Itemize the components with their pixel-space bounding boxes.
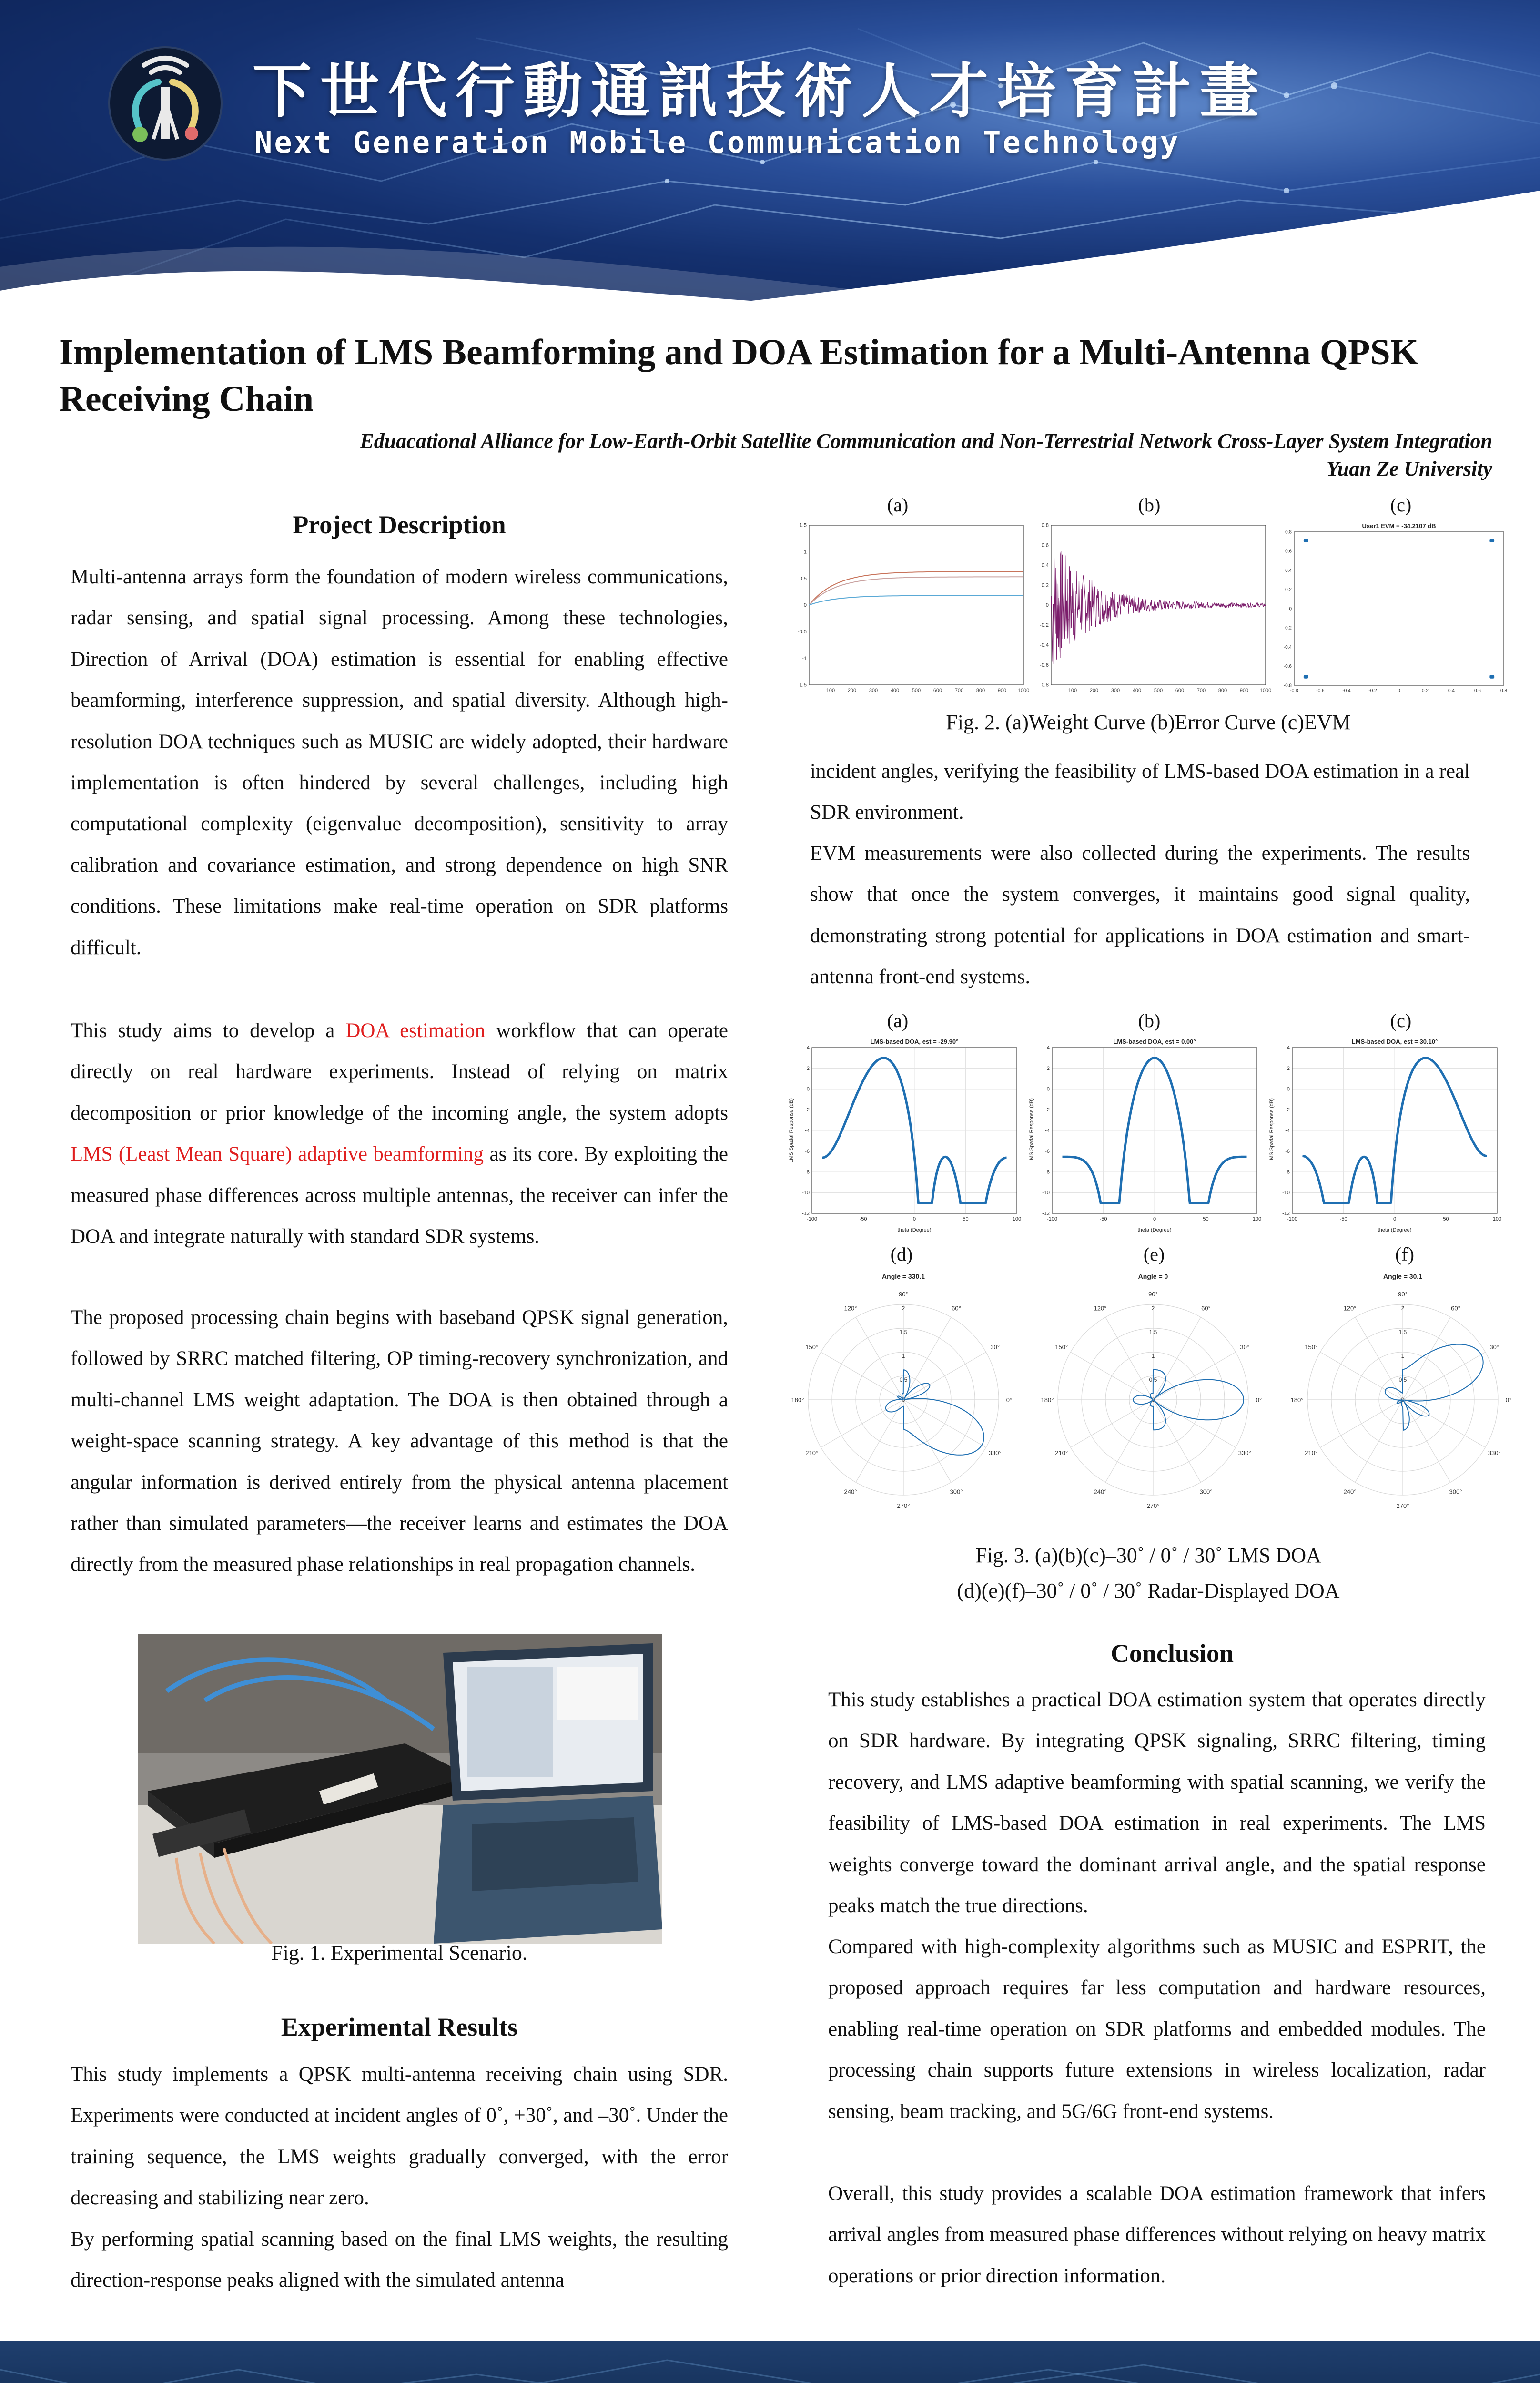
y-tick-label: -6 — [805, 1149, 810, 1155]
x-tick-label: 0 — [1398, 688, 1400, 693]
y-tick-label: -0.2 — [1040, 622, 1049, 629]
x-tick-label: 500 — [1154, 688, 1163, 693]
fig3-label-a: (a) — [887, 1010, 909, 1031]
polar-grid-spoke — [1071, 1352, 1153, 1400]
y-tick-label: -0.4 — [1040, 642, 1049, 648]
fig3-caption-line-1: Fig. 3. (a)(b)(c)–30˚ / 0˚ / 30˚ LMS DOA — [975, 1544, 1321, 1567]
header-banner — [0, 0, 1540, 305]
experimental-results-paragraph-1: This study implements a QPSK multi-antenna receiving chain using SDR. Experiments were conducted at incident angles of 0˚, +30˚, and –30˚. Under the training sequence, the LMS weights gradually converged, with the error decreasing and stabilizing near zero. — [71, 2063, 728, 2210]
affiliation-alliance: Eduacational Alliance for Low-Earth-Orbit Satellite Communication and Non-Terrestrial Network Cross-Layer System Integration — [360, 429, 1492, 453]
y-tick-label: -12 — [802, 1211, 810, 1217]
x-tick-label: 700 — [954, 688, 964, 693]
y-tick-label: 0.8 — [1041, 522, 1049, 529]
polar-radius-label: 1.5 — [899, 1329, 908, 1335]
weight-curve-chart — [791, 519, 1029, 701]
x-tick-label: 600 — [933, 688, 942, 693]
evm-title: User1 EVM = -34.2107 dB — [1362, 522, 1436, 530]
y-tick-label: -8 — [1285, 1169, 1290, 1175]
x-tick-label: 800 — [976, 688, 985, 693]
polar-angle-label: 300° — [950, 1488, 963, 1496]
fig3-label-d: (d) — [890, 1243, 913, 1265]
fig2-label-c: (c) — [1390, 494, 1412, 516]
y-tick-label: -12 — [1282, 1211, 1290, 1217]
x-tick-label: -50 — [859, 1216, 867, 1222]
y-tick-label: 0.5 — [799, 576, 807, 582]
project-description-paragraph-3: The proposed processing chain begins with baseband QPSK signal generation, followed by SRRC matched filtering, OP timing-recovery synchronization, and multi-channel LMS weight adaptation. The DOA is then obtained through a weight-space scanning strategy. A key advantage of this method is that the angular information is derived entirely from the physical antenna placement rather than simulated parameters—the receiver learns and estimates the DOA directly from the measured phase relationships in real propagation channels. — [71, 1306, 728, 1576]
lms-doa-title: LMS-based DOA, est = 30.10° — [1351, 1038, 1438, 1045]
y-tick-label: 0 — [803, 602, 807, 609]
affiliation-university: Yuan Ze University — [1327, 457, 1492, 480]
polar-radius-label: 0 — [902, 1396, 905, 1403]
polar-radius-label: 0.5 — [1149, 1376, 1157, 1383]
polar-grid-spoke — [1403, 1352, 1485, 1400]
polar-angle-label: 30° — [1240, 1344, 1250, 1351]
y-tick-label: 1 — [803, 549, 807, 555]
x-tick-label: 0 — [1393, 1216, 1397, 1222]
y-axis-label: LMS Spatial Response (dB) — [1029, 1098, 1034, 1163]
x-tick-label: 100 — [826, 688, 835, 693]
x-tick-label: 300 — [869, 688, 878, 693]
y-tick-label: -6 — [1045, 1149, 1050, 1155]
radar-doa-polar-30 — [1279, 1270, 1527, 1518]
y-tick-label: -8 — [1045, 1169, 1050, 1175]
polar-grid-spoke — [1105, 1317, 1153, 1400]
y-tick-label: 4 — [806, 1045, 810, 1051]
x-tick-label: 50 — [962, 1216, 969, 1222]
x-tick-label: -50 — [1339, 1216, 1348, 1222]
polar-angle-label: 60° — [952, 1304, 961, 1312]
x-tick-label: -0.6 — [1316, 688, 1325, 693]
x-tick-label: -0.8 — [1290, 688, 1298, 693]
conclusion-paragraph-1: This study establishes a practical DOA estimation system that operates directly on SDR hardware. By integrating QPSK signaling, SRRC filtering, timing recovery, and LMS adaptive beamforming with spatial scanning, we verify the feasibility of LMS-based DOA estimation in real experiments. The LMS weights converge toward the dominant arrival angle, and the spatial response peaks match the true directions. — [828, 1689, 1486, 1917]
y-tick-label: 0.4 — [1041, 562, 1049, 569]
y-tick-label: -0.6 — [1283, 664, 1292, 670]
polar-title: Angle = 330.1 — [882, 1273, 925, 1280]
polar-angle-label: 90° — [1148, 1291, 1158, 1298]
conclusion-heading: Conclusion — [1110, 1639, 1234, 1668]
x-tick-label: 0.6 — [1474, 688, 1481, 693]
polar-angle-label: 60° — [1201, 1304, 1211, 1312]
polar-angle-label: 210° — [1055, 1449, 1068, 1456]
polar-angle-label: 180° — [791, 1396, 804, 1404]
y-tick-label: 0 — [806, 1086, 810, 1092]
lms-doa-chart-minus30 — [785, 1034, 1023, 1234]
x-tick-label: 300 — [1111, 688, 1120, 693]
y-tick-label: -0.6 — [1040, 662, 1049, 668]
polar-angle-label: 180° — [1041, 1396, 1054, 1404]
polar-radius-label: 2 — [902, 1305, 905, 1312]
y-tick-label: 1.5 — [799, 522, 807, 529]
footer-banner — [0, 2341, 1540, 2383]
x-tick-label: -50 — [1099, 1216, 1107, 1222]
lms-doa-chart-0 — [1025, 1034, 1264, 1234]
polar-angle-label: 270° — [1396, 1502, 1409, 1509]
polar-angle-label: 270° — [1146, 1502, 1160, 1509]
project-description-heading: Project Description — [293, 510, 506, 539]
p2-text-a: This study aims to develop a — [71, 1019, 346, 1042]
evm-constellation-chart — [1275, 519, 1513, 701]
x-tick-label: 500 — [912, 688, 921, 693]
polar-radius-label: 1.5 — [1149, 1329, 1157, 1335]
polar-angle-label: 120° — [1343, 1304, 1357, 1312]
x-tick-label: -100 — [1046, 1216, 1058, 1222]
experimental-results-paragraph-4: EVM measurements were also collected during the experiments. The results show that once the system converges, it maintains good signal quality, demonstrating strong potential for applications in DOA estimation and smart-antenna front-end systems. — [810, 842, 1470, 988]
y-tick-label: -12 — [1042, 1211, 1050, 1217]
x-axis-label: theta (Degree) — [1137, 1227, 1172, 1233]
x-tick-label: 100 — [1492, 1216, 1502, 1222]
lms-beamforming-highlight: LMS (Least Mean Square) adaptive beamforming — [71, 1143, 484, 1166]
paper-title: Implementation of LMS Beamforming and DOA Estimation for a Multi-Antenna QPSK Receiving Chain — [59, 332, 1418, 419]
y-tick-label: -1.5 — [798, 682, 807, 688]
y-tick-label: 2 — [806, 1066, 810, 1072]
polar-angle-label: 30° — [990, 1344, 1000, 1351]
x-tick-label: 200 — [847, 688, 857, 693]
experimental-setup-photo — [138, 1634, 662, 1944]
x-tick-label: 400 — [1132, 688, 1142, 693]
footer-network-background — [0, 2341, 1540, 2383]
polar-angle-label: 120° — [1094, 1304, 1107, 1312]
x-tick-label: -0.4 — [1342, 688, 1351, 693]
y-tick-label: 0.2 — [1285, 587, 1292, 593]
polar-angle-label: 120° — [844, 1304, 857, 1312]
y-axis-label: LMS Spatial Response (dB) — [789, 1098, 794, 1163]
y-tick-label: 0.6 — [1285, 549, 1292, 554]
polar-angle-label: 330° — [1488, 1449, 1501, 1456]
x-tick-label: -0.2 — [1368, 688, 1377, 693]
x-tick-label: 200 — [1089, 688, 1099, 693]
x-tick-label: 600 — [1175, 688, 1185, 693]
polar-grid-spoke — [1403, 1400, 1485, 1447]
polar-radius-label: 1 — [1151, 1353, 1155, 1359]
polar-radius-label: 0.5 — [1398, 1376, 1407, 1383]
polar-angle-label: 90° — [899, 1291, 908, 1298]
lms-doa-title: LMS-based DOA, est = 0.00° — [1113, 1038, 1196, 1045]
polar-angle-label: 210° — [1305, 1449, 1318, 1456]
y-tick-label: 0 — [1045, 602, 1049, 609]
polar-angle-label: 150° — [805, 1344, 819, 1351]
constellation-point — [1491, 540, 1494, 542]
x-tick-label: 900 — [1239, 688, 1249, 693]
polar-angle-label: 90° — [1398, 1291, 1408, 1298]
y-tick-label: -2 — [1045, 1107, 1050, 1113]
x-tick-label: 1000 — [1017, 688, 1029, 693]
y-tick-label: 4 — [1046, 1045, 1050, 1051]
polar-grid-spoke — [903, 1317, 951, 1400]
polar-angle-label: 240° — [844, 1488, 857, 1496]
constellation-point — [1306, 540, 1308, 542]
x-tick-label: 50 — [1443, 1216, 1449, 1222]
polar-beam-line — [1385, 1344, 1483, 1430]
x-tick-label: -100 — [1287, 1216, 1298, 1222]
polar-grid-spoke — [1153, 1317, 1201, 1400]
x-tick-label: 1000 — [1259, 688, 1271, 693]
polar-grid-spoke — [1153, 1400, 1201, 1482]
fig1-caption: Fig. 1. Experimental Scenario. — [271, 1941, 527, 1965]
polar-angle-label: 0° — [1505, 1396, 1512, 1404]
constellation-point — [1491, 676, 1494, 679]
polar-title: Angle = 30.1 — [1383, 1273, 1423, 1280]
polar-grid-spoke — [903, 1400, 986, 1447]
y-tick-label: 0 — [1046, 1086, 1050, 1092]
x-tick-label: 0.4 — [1448, 688, 1455, 693]
y-tick-label: -10 — [802, 1190, 810, 1196]
polar-radius-label: 2 — [1151, 1305, 1155, 1312]
polar-angle-label: 150° — [1305, 1344, 1318, 1351]
y-tick-label: 2 — [1287, 1066, 1290, 1072]
polar-grid-spoke — [1403, 1400, 1450, 1482]
constellation-point — [1306, 676, 1308, 679]
x-tick-label: 900 — [997, 688, 1007, 693]
polar-angle-label: 300° — [1199, 1488, 1213, 1496]
polar-grid-spoke — [856, 1317, 903, 1400]
project-description-paragraph-1: Multi-antenna arrays form the foundation of modern wireless communications, radar sensing, and spatial signal processing. Among these technologies, Direction of Arrival (DOA) estimation is essential for enabling effective beamforming, interference suppression, and spatial diversity. Although high-resolution DOA techniques such as MUSIC are widely adopted, their hardware implementation is often hindered by several challenges, including high computational complexity (eigenvalue decomposition), sensitivity to array calibration and covariance estimation, and strong dependence on high SNR conditions. These limitations make real-time operation on SDR platforms difficult. — [71, 566, 728, 959]
polar-grid-spoke — [1355, 1400, 1403, 1482]
x-tick-label: 700 — [1196, 688, 1206, 693]
fig2-label-a: (a) — [887, 494, 909, 516]
polar-angle-label: 270° — [897, 1502, 910, 1509]
polar-angle-label: 300° — [1449, 1488, 1462, 1496]
program-title-chinese: 下世代行動通訊技術人才培育計畫 — [253, 57, 1268, 126]
y-tick-label: 0 — [1289, 606, 1292, 612]
polar-grid-spoke — [821, 1352, 903, 1400]
y-tick-label: -10 — [1282, 1190, 1290, 1196]
y-tick-label: -6 — [1285, 1149, 1290, 1155]
fig2-caption: Fig. 2. (a)Weight Curve (b)Error Curve (c)EVM — [946, 711, 1351, 734]
fig3-label-c: (c) — [1390, 1010, 1412, 1031]
x-axis-label: theta (Degree) — [897, 1227, 932, 1233]
program-logo-icon — [106, 44, 225, 163]
conclusion-paragraph-3: Overall, this study provides a scalable DOA estimation framework that infers arrival angles from measured phase differences without relying on heavy matrix operations or prior direction information. — [828, 2182, 1486, 2287]
y-tick-label: -2 — [805, 1107, 810, 1113]
radar-doa-polar-0 — [1029, 1270, 1277, 1518]
x-tick-label: -100 — [806, 1216, 818, 1222]
polar-radius-label: 2 — [1401, 1305, 1405, 1312]
y-tick-label: 0.2 — [1041, 582, 1049, 589]
y-tick-label: -1 — [802, 655, 807, 662]
x-tick-label: 0.8 — [1500, 688, 1507, 693]
y-tick-label: 2 — [1046, 1066, 1050, 1072]
x-tick-label: 0 — [912, 1216, 916, 1222]
polar-radius-label: 1.5 — [1398, 1329, 1407, 1335]
experimental-results-paragraph-2: By performing spatial scanning based on the final LMS weights, the resulting direction-response peaks aligned with the simulated antenna — [71, 2228, 728, 2292]
x-axis-label: theta (Degree) — [1378, 1227, 1412, 1233]
polar-angle-label: 150° — [1055, 1344, 1068, 1351]
polar-radius-label: 0 — [1401, 1396, 1405, 1403]
y-tick-label: -2 — [1285, 1107, 1290, 1113]
conclusion-paragraph-2: Compared with high-complexity algorithms such as MUSIC and ESPRIT, the proposed approach requires far less computation and hardware resources, enabling real-time operation on SDR platforms and embedded modules. The processing chain supports future extensions in wireless localization, radar sensing, beam tracking, and 5G/6G front-end systems. — [828, 1935, 1486, 2123]
polar-title: Angle = 0 — [1138, 1273, 1168, 1280]
weight-series-line — [809, 577, 1023, 605]
polar-angle-label: 210° — [805, 1449, 819, 1456]
y-tick-label: -0.8 — [1283, 683, 1292, 689]
p2-text-c: as its core. By exploiting the measured phase differences across multiple antennas, the receiver can infer the DOA and integrate naturally with standard SDR systems. — [71, 1143, 728, 1248]
x-tick-label: 0.2 — [1422, 688, 1429, 693]
x-tick-label: 50 — [1203, 1216, 1209, 1222]
x-tick-label: 0 — [1153, 1216, 1156, 1222]
fig3-label-b: (b) — [1138, 1010, 1161, 1031]
doa-estimation-highlight: DOA estimation — [345, 1019, 486, 1042]
y-tick-label: 4 — [1287, 1045, 1290, 1051]
weight-series-line — [809, 595, 1023, 605]
y-tick-label: -4 — [805, 1128, 810, 1134]
polar-radius-label: 1 — [1401, 1353, 1405, 1359]
polar-angle-label: 240° — [1094, 1488, 1107, 1496]
polar-grid-spoke — [903, 1352, 986, 1400]
polar-radius-label: 0 — [1151, 1396, 1155, 1403]
plot-frame — [809, 525, 1023, 685]
y-tick-label: -8 — [805, 1169, 810, 1175]
polar-grid-spoke — [821, 1400, 903, 1447]
polar-angle-label: 30° — [1489, 1344, 1499, 1351]
y-axis-label: LMS Spatial Response (dB) — [1269, 1098, 1275, 1163]
polar-angle-label: 0° — [1256, 1396, 1262, 1404]
p2-text-b: workflow that can operate directly on real hardware experiments. Instead of relying on matrix decomposition or prior knowledge of the incoming angle, the system adopts — [71, 1019, 728, 1124]
project-description-paragraph-2 — [71, 1010, 728, 1257]
polar-angle-label: 180° — [1290, 1396, 1304, 1404]
polar-angle-label: 240° — [1343, 1488, 1357, 1496]
x-tick-label: 100 — [1068, 688, 1077, 693]
experimental-results-paragraph-3: incident angles, verifying the feasibility of LMS-based DOA estimation in a real SDR environment. — [810, 760, 1470, 824]
y-tick-label: 0.6 — [1041, 542, 1049, 549]
y-tick-label: -0.5 — [798, 629, 807, 635]
y-tick-label: -4 — [1285, 1128, 1290, 1134]
polar-angle-label: 0° — [1006, 1396, 1013, 1404]
lms-doa-chart-plus30 — [1266, 1034, 1504, 1234]
y-tick-label: -4 — [1045, 1128, 1050, 1134]
fig3-label-e: (e) — [1143, 1243, 1165, 1265]
polar-grid-spoke — [1403, 1317, 1450, 1400]
y-tick-label: 0 — [1287, 1086, 1290, 1092]
y-tick-label: -0.2 — [1283, 625, 1292, 631]
x-tick-label: 400 — [890, 688, 900, 693]
polar-radius-label: 1 — [902, 1353, 905, 1359]
polar-radius-label: 0.5 — [899, 1376, 908, 1383]
fig2-label-b: (b) — [1138, 494, 1161, 516]
y-tick-label: -0.8 — [1040, 682, 1049, 688]
polar-angle-label: 60° — [1451, 1304, 1460, 1312]
x-tick-label: 100 — [1012, 1216, 1022, 1222]
x-tick-label: 100 — [1252, 1216, 1262, 1222]
y-tick-label: 0.4 — [1285, 568, 1292, 573]
footer-sponsors — [0, 2379, 1540, 2383]
polar-grid-spoke — [903, 1400, 951, 1482]
polar-grid-spoke — [1105, 1400, 1153, 1482]
x-tick-label: 800 — [1218, 688, 1227, 693]
polar-grid-spoke — [1320, 1400, 1403, 1447]
polar-grid-spoke — [1355, 1317, 1403, 1400]
radar-doa-polar-330 — [780, 1270, 1027, 1518]
fig3-caption-line-2: (d)(e)(f)–30˚ / 0˚ / 30˚ Radar-Displayed DOA — [957, 1579, 1340, 1602]
polar-grid-spoke — [1071, 1400, 1153, 1447]
y-tick-label: -10 — [1042, 1190, 1050, 1196]
error-series-line — [1051, 551, 1266, 664]
lms-doa-title: LMS-based DOA, est = -29.90° — [870, 1038, 959, 1045]
polar-grid-spoke — [1320, 1352, 1403, 1400]
y-tick-label: 0.8 — [1285, 530, 1292, 535]
polar-angle-label: 330° — [1238, 1449, 1251, 1456]
y-tick-label: -0.4 — [1283, 644, 1292, 650]
fig3-label-f: (f) — [1395, 1243, 1414, 1265]
plot-frame — [1294, 532, 1504, 685]
error-curve-chart — [1033, 519, 1271, 701]
experimental-results-heading: Experimental Results — [281, 2013, 518, 2041]
polar-grid-spoke — [856, 1400, 903, 1482]
program-title-english: Next Generation Mobile Communication Technology — [254, 125, 1180, 160]
polar-angle-label: 330° — [988, 1449, 1002, 1456]
